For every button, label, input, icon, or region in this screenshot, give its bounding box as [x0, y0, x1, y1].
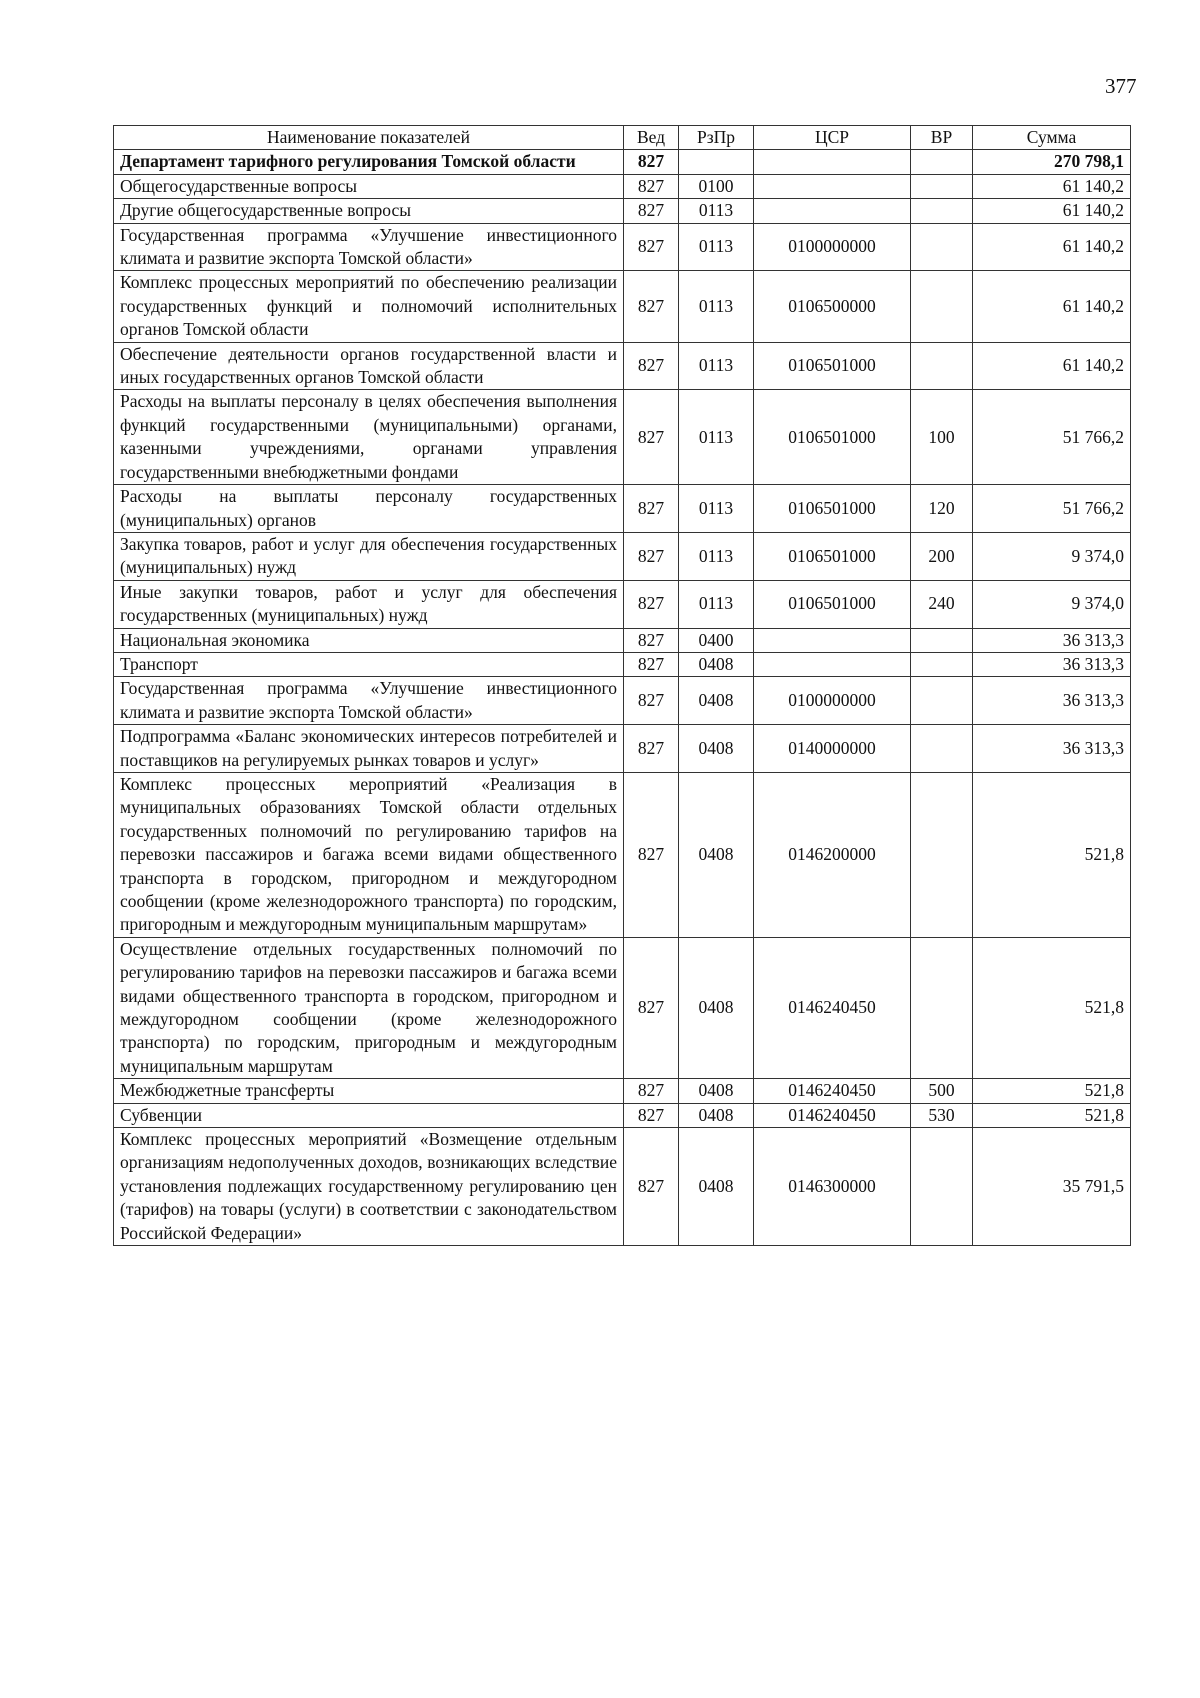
- table-row: [114, 1079, 1131, 1103]
- cell-ved: 827: [624, 271, 679, 342]
- table-row: [114, 223, 1131, 271]
- cell-name: Обеспечение деятельности органов государственной власти и иных государственных органов Томской области: [114, 342, 624, 390]
- column-header-rzpr: РзПр: [679, 126, 754, 150]
- cell-rzpr: 0113: [679, 223, 754, 271]
- table-row: [114, 1128, 1131, 1246]
- cell-rzpr: 0113: [679, 390, 754, 485]
- cell-name: Расходы на выплаты персоналу в целях обеспечения выполнения функций государственными (муниципальными) органами, казенными учреждениями, органами управления государственными внебюджетными фондами: [114, 390, 624, 485]
- cell-rzpr: 0408: [679, 1128, 754, 1246]
- cell-vr: [911, 150, 973, 174]
- cell-csr: [754, 174, 911, 198]
- cell-sum: 521,8: [973, 1103, 1131, 1127]
- cell-vr: [911, 677, 973, 725]
- cell-name: Иные закупки товаров, работ и услуг для обеспечения государственных (муниципальных) нужд: [114, 580, 624, 628]
- cell-sum: 270 798,1: [973, 150, 1131, 174]
- cell-rzpr: 0113: [679, 580, 754, 628]
- cell-name: Комплекс процессных мероприятий по обеспечению реализации государственных функций и полномочий исполнительных органов Томской области: [114, 271, 624, 342]
- cell-ved: 827: [624, 937, 679, 1078]
- table-row: [114, 150, 1131, 174]
- cell-csr: 0106501000: [754, 485, 911, 533]
- cell-ved: 827: [624, 342, 679, 390]
- table-row: [114, 628, 1131, 652]
- cell-vr: [911, 223, 973, 271]
- table-row: [114, 1103, 1131, 1127]
- table-row: [114, 652, 1131, 676]
- cell-rzpr: 0408: [679, 677, 754, 725]
- cell-csr: 0146240450: [754, 1103, 911, 1127]
- table-row: [114, 677, 1131, 725]
- cell-csr: 0146240450: [754, 1079, 911, 1103]
- cell-name: Осуществление отдельных государственных полномочий по регулированию тарифов на перевозки пассажиров и багажа всеми видами общественного транспорта в городском, пригородном и междугородном сообщении (кроме железнодорожного транспорта) по городским, пригородным и междугородным муниципальным маршрутам: [114, 937, 624, 1078]
- cell-rzpr: 0408: [679, 725, 754, 773]
- cell-csr: 0146200000: [754, 772, 911, 937]
- table-header-row: [114, 126, 1131, 150]
- cell-csr: 0146240450: [754, 937, 911, 1078]
- cell-vr: 200: [911, 532, 973, 580]
- cell-sum: 61 140,2: [973, 271, 1131, 342]
- cell-ved: 827: [624, 725, 679, 773]
- cell-name: Государственная программа «Улучшение инвестиционного климата и развитие экспорта Томской области»: [114, 677, 624, 725]
- table-row: [114, 199, 1131, 223]
- cell-csr: 0100000000: [754, 223, 911, 271]
- cell-sum: 61 140,2: [973, 342, 1131, 390]
- cell-ved: 827: [624, 772, 679, 937]
- column-header-vr: ВР: [911, 126, 973, 150]
- cell-csr: 0106501000: [754, 342, 911, 390]
- budget-table: [113, 125, 1131, 1246]
- cell-sum: 521,8: [973, 1079, 1131, 1103]
- cell-rzpr: 0400: [679, 628, 754, 652]
- cell-vr: 500: [911, 1079, 973, 1103]
- cell-vr: [911, 652, 973, 676]
- cell-name: Национальная экономика: [114, 628, 624, 652]
- cell-sum: 36 313,3: [973, 677, 1131, 725]
- cell-vr: [911, 1128, 973, 1246]
- column-header-csr: ЦСР: [754, 126, 911, 150]
- table-row: [114, 937, 1131, 1078]
- table-row: [114, 580, 1131, 628]
- cell-csr: [754, 150, 911, 174]
- cell-rzpr: 0408: [679, 652, 754, 676]
- cell-vr: [911, 725, 973, 773]
- cell-name: Субвенции: [114, 1103, 624, 1127]
- cell-vr: 120: [911, 485, 973, 533]
- cell-name: Закупка товаров, работ и услуг для обеспечения государственных (муниципальных) нужд: [114, 532, 624, 580]
- cell-name: Подпрограмма «Баланс экономических интересов потребителей и поставщиков на регулируемых рынках товаров и услуг»: [114, 725, 624, 773]
- page-number: 377: [1105, 74, 1137, 98]
- cell-csr: [754, 652, 911, 676]
- cell-ved: 827: [624, 485, 679, 533]
- cell-sum: 521,8: [973, 772, 1131, 937]
- table-row: [114, 342, 1131, 390]
- cell-name: Комплекс процессных мероприятий «Возмещение отдельным организациям недополученных доходов, возникающих вследствие установления подлежащих государственному регулированию цен (тарифов) на товары (услуги) в соответствии с законодательством Российской Федерации»: [114, 1128, 624, 1246]
- cell-sum: 36 313,3: [973, 725, 1131, 773]
- cell-ved: 827: [624, 150, 679, 174]
- cell-csr: 0140000000: [754, 725, 911, 773]
- cell-rzpr: 0408: [679, 772, 754, 937]
- cell-name: Другие общегосударственные вопросы: [114, 199, 624, 223]
- cell-vr: [911, 271, 973, 342]
- cell-vr: [911, 342, 973, 390]
- cell-sum: 51 766,2: [973, 485, 1131, 533]
- cell-csr: 0106500000: [754, 271, 911, 342]
- cell-ved: 827: [624, 580, 679, 628]
- cell-csr: [754, 199, 911, 223]
- cell-ved: 827: [624, 1103, 679, 1127]
- cell-rzpr: 0408: [679, 937, 754, 1078]
- cell-vr: [911, 628, 973, 652]
- column-header-sum: Сумма: [973, 126, 1131, 150]
- cell-name: Департамент тарифного регулирования Томской области: [114, 150, 624, 174]
- cell-csr: 0100000000: [754, 677, 911, 725]
- cell-name: Государственная программа «Улучшение инвестиционного климата и развитие экспорта Томской области»: [114, 223, 624, 271]
- cell-rzpr: 0100: [679, 174, 754, 198]
- cell-sum: 35 791,5: [973, 1128, 1131, 1246]
- cell-name: Общегосударственные вопросы: [114, 174, 624, 198]
- cell-name: Комплекс процессных мероприятий «Реализация в муниципальных образованиях Томской области отдельных государственных полномочий по регулированию тарифов на перевозки пассажиров и багажа всеми видами общественного транспорта в городском, пригородном и междугородном сообщении (кроме железнодорожного транспорта) по городским, пригородным и междугородным муниципальным маршрутам»: [114, 772, 624, 937]
- cell-csr: 0146300000: [754, 1128, 911, 1246]
- cell-vr: [911, 199, 973, 223]
- cell-ved: 827: [624, 390, 679, 485]
- cell-csr: 0106501000: [754, 390, 911, 485]
- cell-rzpr: 0408: [679, 1103, 754, 1127]
- cell-ved: 827: [624, 652, 679, 676]
- cell-rzpr: 0113: [679, 271, 754, 342]
- cell-rzpr: 0113: [679, 532, 754, 580]
- cell-ved: 827: [624, 1128, 679, 1246]
- cell-sum: 61 140,2: [973, 199, 1131, 223]
- cell-vr: 100: [911, 390, 973, 485]
- column-header-ved: Вед: [624, 126, 679, 150]
- cell-ved: 827: [624, 1079, 679, 1103]
- cell-sum: 36 313,3: [973, 628, 1131, 652]
- cell-sum: 9 374,0: [973, 532, 1131, 580]
- cell-rzpr: [679, 150, 754, 174]
- cell-ved: 827: [624, 532, 679, 580]
- cell-csr: [754, 628, 911, 652]
- table-row: [114, 532, 1131, 580]
- table-row: [114, 390, 1131, 485]
- cell-csr: 0106501000: [754, 580, 911, 628]
- cell-sum: 51 766,2: [973, 390, 1131, 485]
- table-row: [114, 271, 1131, 342]
- cell-ved: 827: [624, 174, 679, 198]
- cell-vr: [911, 174, 973, 198]
- cell-sum: 61 140,2: [973, 223, 1131, 271]
- table-row: [114, 772, 1131, 937]
- table-row: [114, 174, 1131, 198]
- table-row: [114, 485, 1131, 533]
- cell-rzpr: 0113: [679, 342, 754, 390]
- cell-csr: 0106501000: [754, 532, 911, 580]
- cell-ved: 827: [624, 223, 679, 271]
- cell-name: Расходы на выплаты персоналу государственных (муниципальных) органов: [114, 485, 624, 533]
- cell-rzpr: 0113: [679, 485, 754, 533]
- cell-name: Межбюджетные трансферты: [114, 1079, 624, 1103]
- cell-vr: [911, 772, 973, 937]
- cell-vr: 530: [911, 1103, 973, 1127]
- cell-ved: 827: [624, 628, 679, 652]
- cell-sum: 9 374,0: [973, 580, 1131, 628]
- cell-rzpr: 0408: [679, 1079, 754, 1103]
- cell-sum: 61 140,2: [973, 174, 1131, 198]
- cell-vr: 240: [911, 580, 973, 628]
- cell-ved: 827: [624, 199, 679, 223]
- cell-sum: 521,8: [973, 937, 1131, 1078]
- cell-ved: 827: [624, 677, 679, 725]
- cell-rzpr: 0113: [679, 199, 754, 223]
- cell-vr: [911, 937, 973, 1078]
- cell-name: Транспорт: [114, 652, 624, 676]
- column-header-name: Наименование показателей: [114, 126, 624, 150]
- table-row: [114, 725, 1131, 773]
- cell-sum: 36 313,3: [973, 652, 1131, 676]
